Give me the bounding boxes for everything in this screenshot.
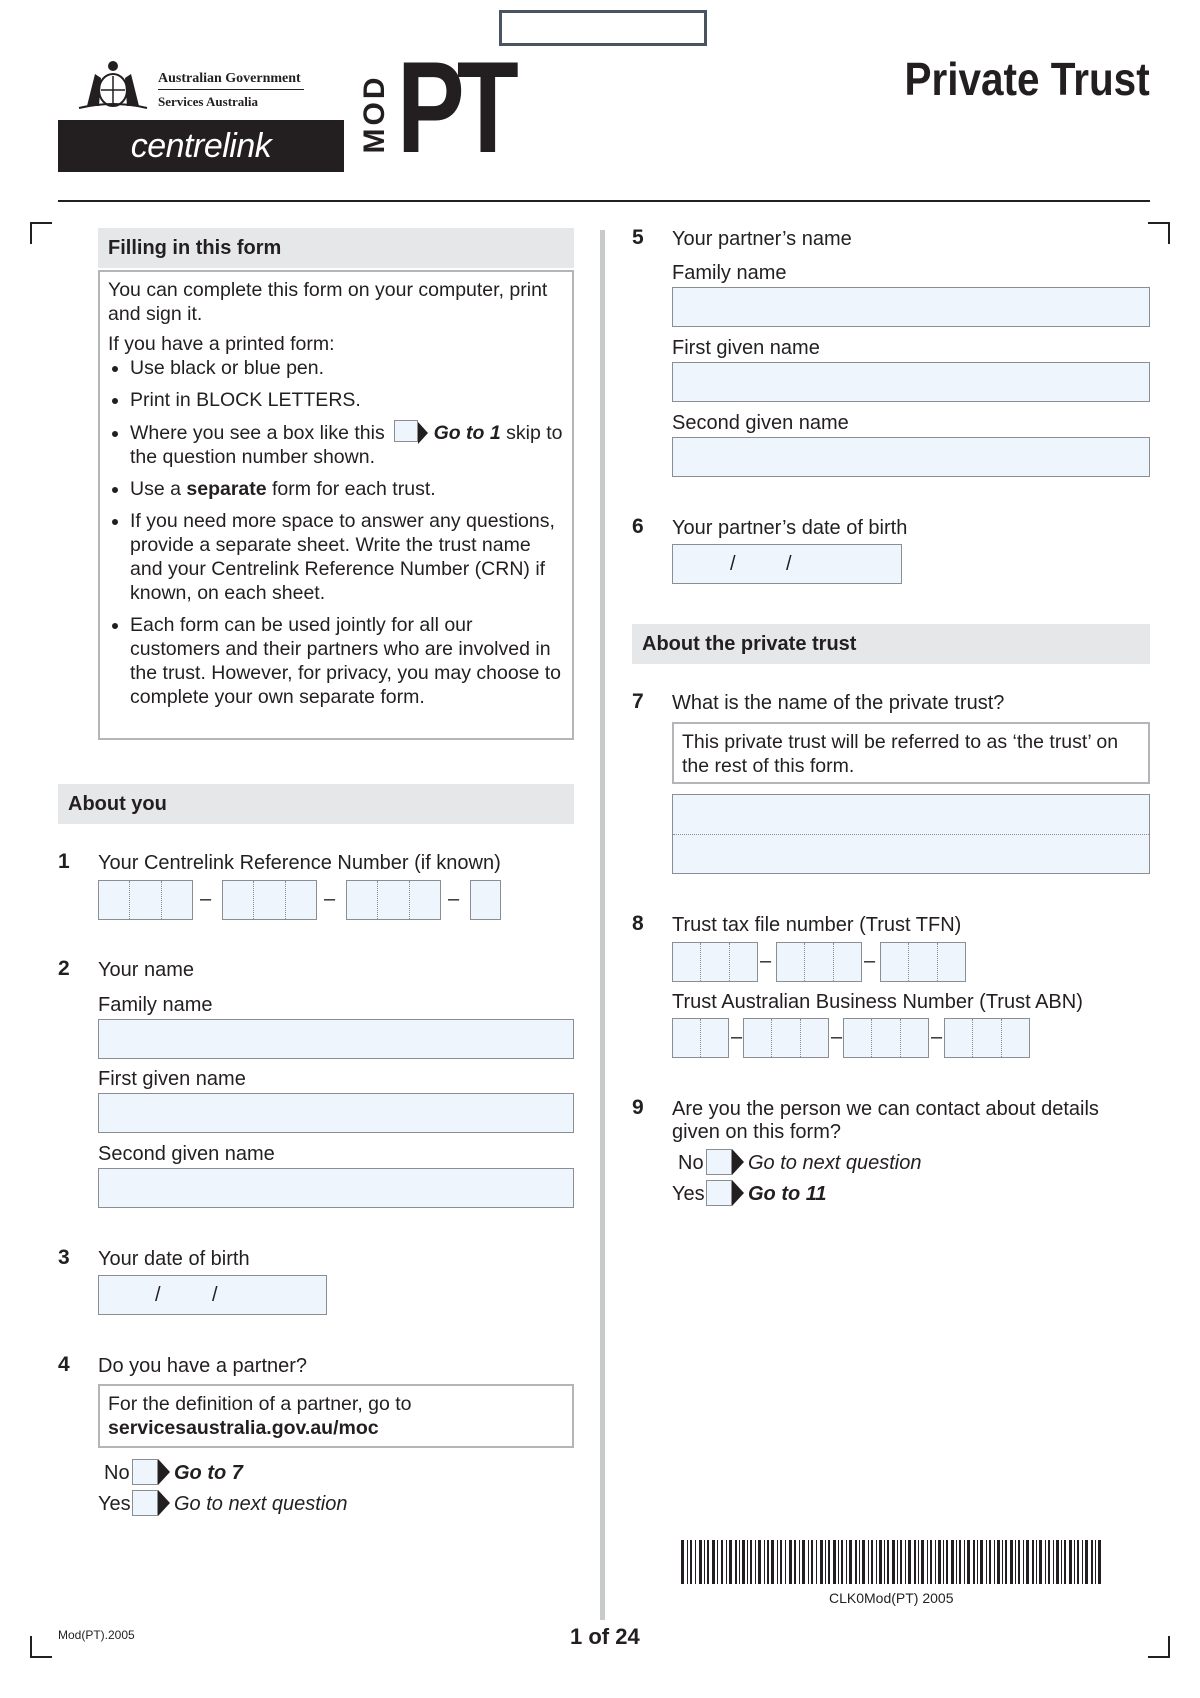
abn-separator: – <box>731 1026 743 1048</box>
question-number: 4 <box>58 1353 70 1376</box>
divider <box>158 89 304 90</box>
field-label: Trust Australian Business Number (Trust ABN) <box>672 991 1083 1013</box>
tfn-separator: – <box>864 950 876 972</box>
filling-instructions <box>98 270 574 740</box>
tfn-field-2[interactable] <box>776 942 862 982</box>
goto-instruction: Go to 7 <box>174 1462 243 1484</box>
agency-name: Services Australia <box>158 94 259 109</box>
partner-yes-checkbox[interactable] <box>132 1490 158 1516</box>
family-name-input[interactable] <box>98 1019 574 1059</box>
date-separator: / <box>212 1284 218 1306</box>
field-label: Second given name <box>672 412 849 434</box>
mod-label: MOD <box>358 74 391 154</box>
field-label: Family name <box>98 994 213 1016</box>
form-code-footer: Mod(PT).2005 <box>58 1628 135 1642</box>
question-number: 7 <box>632 690 644 713</box>
arrow-icon <box>732 1149 744 1175</box>
trust-note: This private trust will be referred to as ‘the trust’ on the rest of this form. <box>672 722 1150 784</box>
question-number: 3 <box>58 1246 70 1269</box>
field-label: Family name <box>672 262 787 284</box>
question-label: Your partner’s name <box>672 228 852 250</box>
arrow-icon <box>732 1180 744 1206</box>
instruction-bullet: • Use black or blue pen. <box>130 356 564 380</box>
instruction-bullet: • Use a separate form for each trust. <box>130 477 564 501</box>
option-label: Yes <box>672 1183 705 1205</box>
crn-separator: – <box>448 888 460 910</box>
form-reference-box[interactable] <box>499 10 707 46</box>
barcode-icon <box>681 1540 1101 1584</box>
field-label: First given name <box>98 1068 246 1090</box>
page-number: 1 of 24 <box>570 1624 640 1649</box>
instruction-intro: You can complete this form on your computer, print and sign it. <box>108 279 548 325</box>
question-number: 9 <box>632 1096 644 1119</box>
partner-second-name-input[interactable] <box>672 437 1150 477</box>
crn-separator: – <box>324 888 336 910</box>
question-label: Your Centrelink Reference Number (if known) <box>98 852 501 874</box>
crn-field-1[interactable] <box>98 880 193 920</box>
question-number: 2 <box>58 957 70 980</box>
crn-field-4[interactable] <box>470 880 501 920</box>
tfn-field-1[interactable] <box>672 942 758 982</box>
question-label: Do you have a partner? <box>98 1355 308 1377</box>
question-label: Your name <box>98 959 194 981</box>
instruction-bullet: • Each form can be used jointly for all our customers and their partners who are involved in the trust. However, for privacy, you may choose to complete your own separate form. <box>130 613 564 709</box>
section-heading-trust: About the private trust <box>632 624 1150 664</box>
crop-mark-icon <box>1148 222 1170 244</box>
arrow-icon <box>158 1459 170 1485</box>
section-heading-about-you: About you <box>58 784 574 824</box>
page-title: Private Trust <box>904 53 1150 105</box>
question-number: 5 <box>632 226 644 249</box>
contact-yes-checkbox[interactable] <box>706 1180 732 1206</box>
option-label: No <box>104 1462 130 1484</box>
abn-separator: – <box>831 1026 843 1048</box>
goto-instruction: Go to next question <box>748 1152 922 1174</box>
column-divider <box>600 230 605 1620</box>
goto-instruction: Go to 11 <box>748 1183 827 1205</box>
goto-instruction: Go to next question <box>174 1493 348 1515</box>
option-label: No <box>678 1152 704 1174</box>
tfn-separator: – <box>760 950 772 972</box>
question-label: Trust tax file number (Trust TFN) <box>672 914 962 936</box>
contact-no-checkbox[interactable] <box>706 1149 732 1175</box>
government-name: Australian Government <box>158 71 301 86</box>
partner-definition-link[interactable]: servicesaustralia.gov.au/moc <box>108 1417 379 1439</box>
field-label: First given name <box>672 337 820 359</box>
second-name-input[interactable] <box>98 1168 574 1208</box>
form-code: PT <box>397 34 511 180</box>
question-number: 6 <box>632 515 644 538</box>
abn-field-4[interactable] <box>944 1018 1030 1058</box>
centrelink-logo: centrelink <box>58 120 344 172</box>
crn-field-3[interactable] <box>346 880 441 920</box>
question-label: What is the name of the private trust? <box>672 692 1005 714</box>
coat-of-arms-icon <box>73 56 153 112</box>
partner-first-name-input[interactable] <box>672 362 1150 402</box>
question-label: Your partner’s date of birth <box>672 517 908 539</box>
header-divider <box>58 200 1150 202</box>
first-name-input[interactable] <box>98 1093 574 1133</box>
crn-field-2[interactable] <box>222 880 317 920</box>
instruction-bullet: • Where you see a box like this Go to 1 skip to the question number shown. <box>130 420 564 469</box>
crn-separator: – <box>200 888 212 910</box>
crop-mark-icon <box>30 1636 52 1658</box>
instruction-bullet: • Print in BLOCK LETTERS. <box>130 388 564 412</box>
crop-mark-icon <box>30 222 52 244</box>
date-separator: / <box>155 1284 161 1306</box>
trust-name-input[interactable] <box>672 794 1150 874</box>
instruction-bullet: • If you need more space to answer any questions, provide a separate sheet. Write the trust name and your Centrelink Reference Number (CRN) if known, on each sheet. <box>130 509 564 605</box>
arrow-icon <box>418 422 428 444</box>
abn-field-3[interactable] <box>843 1018 929 1058</box>
instruction-printed: If you have a printed form: <box>108 333 335 355</box>
option-label: Yes <box>98 1493 131 1515</box>
example-checkbox <box>394 420 418 442</box>
crop-mark-icon <box>1148 1636 1170 1658</box>
barcode-text: CLK0Mod(PT) 2005 <box>829 1590 954 1606</box>
partner-definition-note: For the definition of a partner, go to servicesaustralia.gov.au/moc <box>98 1384 574 1448</box>
date-separator: / <box>786 553 792 575</box>
field-label: Second given name <box>98 1143 275 1165</box>
abn-field-2[interactable] <box>743 1018 829 1058</box>
tfn-field-3[interactable] <box>880 942 966 982</box>
arrow-icon <box>158 1490 170 1516</box>
abn-field-1[interactable] <box>672 1018 729 1058</box>
question-number: 8 <box>632 912 644 935</box>
partner-family-name-input[interactable] <box>672 287 1150 327</box>
question-label: Your date of birth <box>98 1248 250 1270</box>
date-separator: / <box>730 553 736 575</box>
partner-no-checkbox[interactable] <box>132 1459 158 1485</box>
abn-separator: – <box>931 1026 943 1048</box>
question-number: 1 <box>58 850 70 873</box>
section-heading-filling: Filling in this form <box>98 228 574 268</box>
question-label: Are you the person we can contact about details given on this form? <box>672 1098 1099 1143</box>
